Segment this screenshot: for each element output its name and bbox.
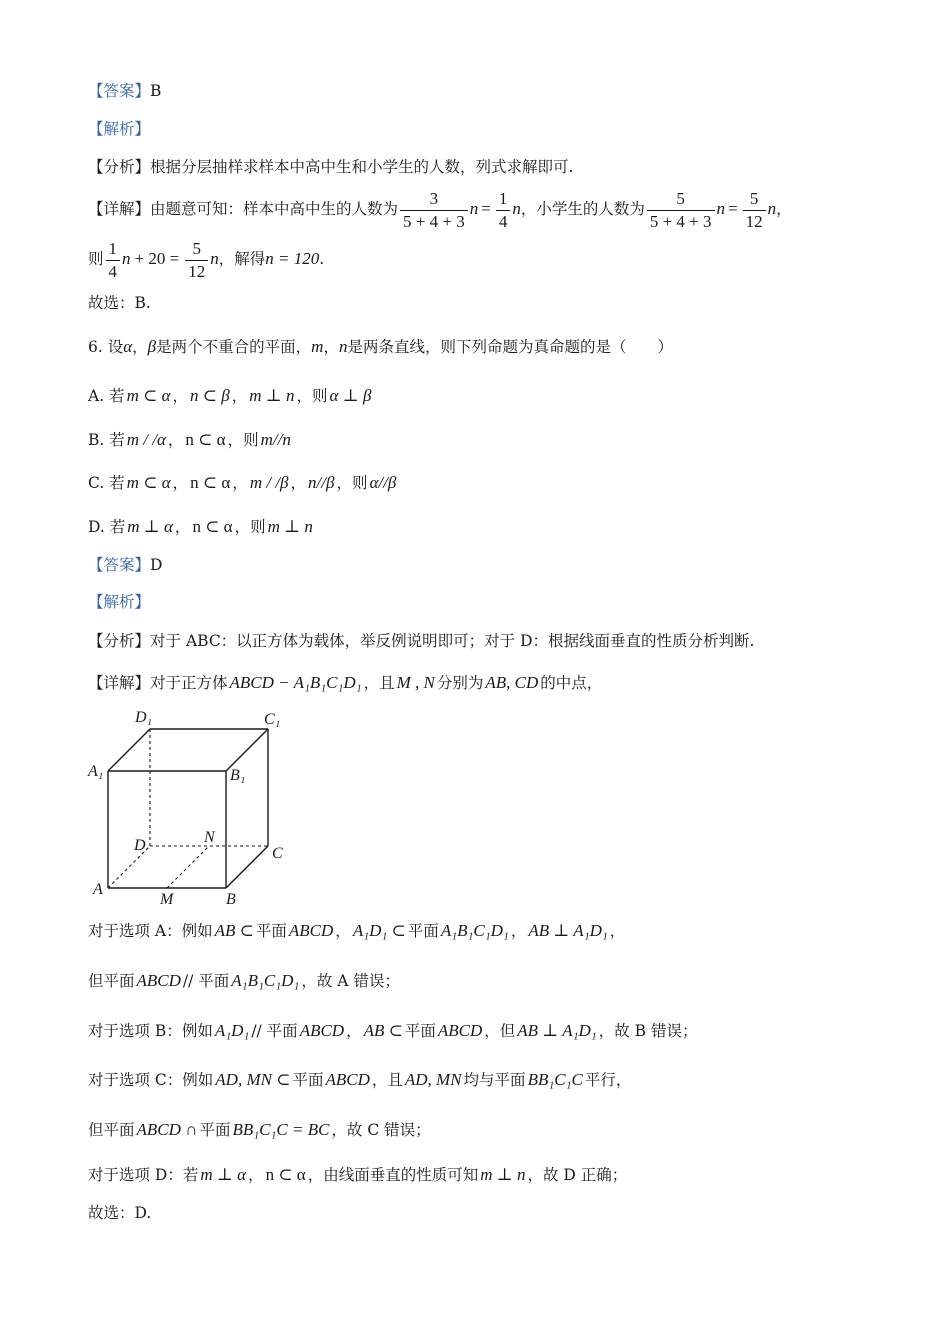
math-segment: m / /β <box>249 473 289 492</box>
option-b-analysis <box>88 1020 697 1042</box>
text-segment: ， <box>290 474 307 492</box>
segment-mn <box>167 846 209 888</box>
text-segment: 对于选项 D：若 <box>88 1166 199 1184</box>
text-segment: 平行， <box>584 1071 632 1089</box>
q6-answer-line <box>88 554 162 576</box>
q5-analysis-tag-line <box>88 118 150 140</box>
text-segment: ， <box>232 474 248 492</box>
answer-tag: 【答案】 <box>88 556 151 574</box>
math-segment: n ⊂ α <box>185 430 226 449</box>
math-segment: ABCD <box>325 1070 370 1089</box>
option-c-analysis-2 <box>88 1119 431 1141</box>
text-segment: 分别为 <box>436 674 484 692</box>
text-segment: ，则 <box>227 431 259 449</box>
q6-stem: 6. 设α，β是两个不重合的平面，m，n是两条直线，则下列命题为真命题的是（ ） <box>88 337 673 356</box>
answer-value: D <box>150 556 163 574</box>
text-segment: 对于选项 A：例如 <box>88 922 213 940</box>
option-c <box>88 472 398 494</box>
label-b1: B₁ <box>230 767 246 784</box>
fenxi-tag: 【分析】 <box>88 632 151 650</box>
fraction-1-over-4b: $\frac{1}{4}$ <box>106 238 121 283</box>
label-a1: A₁ <box>88 763 104 780</box>
math-segment: AB ⊂ <box>363 1021 403 1040</box>
text-segment: ， <box>346 1022 362 1040</box>
text-segment: 平面 <box>407 922 439 940</box>
text-segment: ， <box>167 431 184 449</box>
math-segment: n//β <box>308 473 335 492</box>
q5-choose-line: 故选：B. <box>88 294 151 312</box>
fraction-1-over-4: $\frac{1}{4}$ <box>496 188 511 233</box>
detail-seq <box>150 674 602 692</box>
text-segment: ，但 <box>484 1022 516 1040</box>
detail-text-b: ，小学生的人数为 <box>520 200 645 218</box>
option-d-analysis <box>88 1164 627 1186</box>
math-segment: A₁D₁ ⊂ <box>352 921 406 940</box>
text-segment: ， <box>248 1166 264 1184</box>
math-segment: A₁B₁C₁D₁ <box>440 921 509 940</box>
math-segment: m ⊥ α <box>127 517 173 536</box>
label-m: M <box>160 891 174 908</box>
text-segment: C. 若 <box>88 474 125 492</box>
label-d: D <box>134 837 146 854</box>
text-segment: ，由线面垂直的性质可知 <box>307 1166 479 1184</box>
text-segment: ， <box>231 387 248 405</box>
q6-choose-line: 故选：D. <box>88 1204 152 1222</box>
math-segment: AB, CD <box>485 673 539 692</box>
cube-figure <box>86 704 286 910</box>
math-segment: n ⊂ α <box>190 473 231 492</box>
q6-detail-line <box>88 672 602 694</box>
math-segment: BB₁C₁C = BC <box>232 1120 330 1139</box>
option-b <box>88 429 293 451</box>
text-segment: 平面 <box>199 1121 231 1139</box>
text-segment: 的中点， <box>540 674 603 692</box>
fenxi-tag: 【分析】 <box>88 158 151 176</box>
text-segment: ，故 C 错误； <box>331 1121 431 1139</box>
option-d <box>88 516 315 538</box>
result: n = 120 <box>265 249 320 268</box>
math-segment: m ⊥ n <box>267 517 313 536</box>
text-segment: ， <box>172 474 189 492</box>
math-segment: ABCD − A₁B₁C₁D₁ <box>229 673 362 692</box>
text-segment: ， <box>510 922 527 940</box>
text-segment: ， <box>335 922 351 940</box>
text-segment: B. 若 <box>88 431 125 449</box>
math-segment: ABCD <box>437 1021 483 1040</box>
math-segment: n ⊂ β <box>190 386 230 405</box>
math-segment: BB₁C₁C <box>527 1070 583 1089</box>
q5-equation-line: 则 $\frac{1}{4}$ n + 20 = $\frac{5}{12}$ n，解得n = 120. <box>88 238 325 281</box>
math-segment: n ⊂ α <box>192 517 233 536</box>
math-segment: m ⊂ α <box>126 386 171 405</box>
math-segment: AB ⊥ A₁D₁ <box>517 1021 597 1040</box>
text-segment: 均与平面 <box>463 1071 526 1089</box>
text-segment: ，则 <box>234 518 266 536</box>
fraction-5-over-12b: $\frac{5}{12}$ <box>743 188 766 233</box>
math-segment: m ⊥ n <box>249 386 295 405</box>
label-b: B <box>226 891 236 908</box>
q5-fenxi-line <box>88 156 573 178</box>
text-segment: ，故 A 错误； <box>301 972 400 990</box>
edge-b1c1 <box>226 729 268 771</box>
q5-detail-line: 【详解】由题意可知：样本中高中生的人数为 $\frac{3}{5 + 4 + 3}$ n = $\frac{1}{4}$ n，小学生的人数为 $\frac{5}{5 + 4 + 3}$ n = $\frac{5}{12}$ n， <box>88 188 792 231</box>
equals-sign: = <box>481 199 491 218</box>
edge-a1d1 <box>108 729 150 771</box>
analysis-tag: 【解析】 <box>88 120 151 138</box>
fraction-5-over-12a: $\frac{5}{5 + 4 + 3}$ <box>647 188 715 233</box>
fraction-5-over-12c: $\frac{5}{12}$ <box>185 238 208 283</box>
option-c-analysis-1 <box>88 1069 631 1091</box>
math-segment: ABCD <box>288 921 334 940</box>
math-segment: m ⊥ α <box>200 1165 247 1184</box>
math-segment: AD, MN ⊂ <box>215 1070 291 1089</box>
math-segment: m//n <box>260 430 291 449</box>
analysis-tag: 【解析】 <box>88 593 151 611</box>
math-segment: AB ⊂ <box>214 921 254 940</box>
option-a <box>88 385 373 407</box>
math-segment: AD, MN <box>404 1070 462 1089</box>
label-c1: C₁ <box>264 711 281 728</box>
text-segment: 对于正方体 <box>150 674 228 692</box>
math-segment: m / /α <box>126 430 166 449</box>
text-segment: ，故 D 正确； <box>527 1166 628 1184</box>
detail-tag: 【详解】 <box>88 200 151 218</box>
fenxi-text: 对于 ABC：以正方体为载体，举反例说明即可；对于 D：根据线面垂直的性质分析判断. <box>150 632 755 650</box>
fraction-3-over-12: $\frac{3}{5 + 4 + 3}$ <box>400 188 468 233</box>
math-segment: A₁D₁ <box>214 1021 250 1040</box>
label-d1: D₁ <box>135 709 153 726</box>
option-a-analysis-1 <box>88 920 625 942</box>
math-segment: A₁B₁C₁D₁ <box>231 971 300 990</box>
text-segment: 平面 <box>404 1022 436 1040</box>
text-segment: 平面 <box>292 1071 324 1089</box>
text-segment: ，则 <box>296 387 328 405</box>
text-segment: ，且 <box>371 1071 403 1089</box>
q6-fenxi-line <box>88 630 754 652</box>
label-n: N <box>204 829 215 846</box>
label-c: C <box>272 845 283 862</box>
detail-text-a: 由题意可知：样本中高中生的人数为 <box>150 200 399 218</box>
math-segment: m ⊥ n <box>480 1165 526 1184</box>
math-segment: ABCD <box>299 1021 345 1040</box>
math-segment: M , N <box>396 673 435 692</box>
math-segment: ABCD <box>136 971 181 990</box>
q6-analysis-tag-line <box>88 591 150 613</box>
fenxi-text: 根据分层抽样求样本中高中生和小学生的人数，列式求解即可. <box>150 158 574 176</box>
text-segment: 但平面 <box>88 972 135 990</box>
q5-answer-line <box>88 80 161 102</box>
answer-value: B <box>150 82 162 100</box>
text-segment: 平面 <box>255 922 287 940</box>
label-a: A <box>93 881 103 898</box>
text-segment: 对于选项 B：例如 <box>88 1022 213 1040</box>
option-a-analysis-2 <box>88 970 400 992</box>
detail-tag: 【详解】 <box>88 674 151 692</box>
text-segment: ，且 <box>363 674 395 692</box>
text-segment: ， <box>174 518 191 536</box>
text-segment: // 平面 <box>251 1022 298 1040</box>
text-segment: ， <box>609 922 626 940</box>
text-segment: D. 若 <box>88 518 126 536</box>
text-segment: ，则 <box>336 474 368 492</box>
text-segment: // 平面 <box>182 972 230 990</box>
math-segment: n ⊂ α <box>265 1165 306 1184</box>
answer-tag: 【答案】 <box>88 82 151 100</box>
math-segment: AB ⊥ A₁D₁ <box>528 921 608 940</box>
math-segment: m ⊂ α <box>126 473 171 492</box>
text-segment: 对于选项 C：例如 <box>88 1071 214 1089</box>
text-segment: A. 若 <box>88 387 125 405</box>
text-segment: ，故 B 错误； <box>598 1022 698 1040</box>
math-segment: α ⊥ β <box>329 386 372 405</box>
edge-bc <box>226 846 268 888</box>
text-segment: 但平面 <box>88 1121 135 1139</box>
text-segment: ， <box>172 387 189 405</box>
math-segment: α//β <box>369 473 397 492</box>
math-segment: ABCD ∩ <box>136 1120 198 1139</box>
